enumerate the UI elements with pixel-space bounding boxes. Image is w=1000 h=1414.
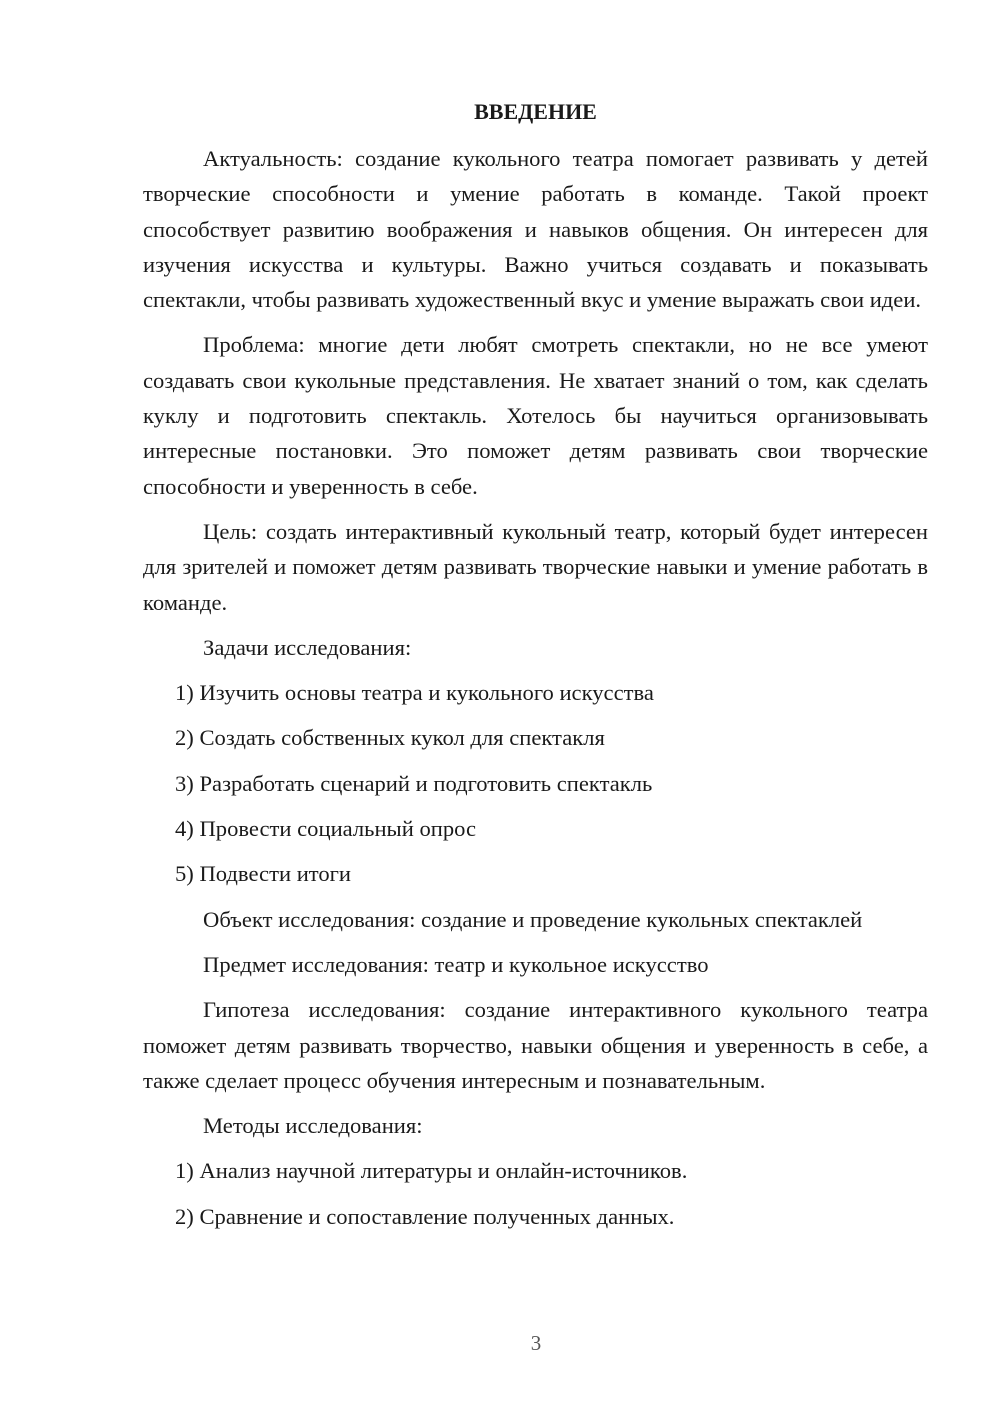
method-item: 2) Сравнение и сопоставление полученных данных. <box>175 1203 675 1229</box>
methods-heading: Методы исследования: <box>203 1113 423 1139</box>
page-title: ВВЕДЕНИЕ <box>474 99 597 124</box>
page-number: 3 <box>530 1331 542 1355</box>
goal-paragraph: Цель: создать интерактивный кукольный театр, который будет интересен для зрителей и поможет детям развивать творческие навыки и умение работать в команде. <box>143 518 928 615</box>
tasks-heading: Задачи исследования: <box>203 634 412 660</box>
task-item: 2) Создать собственных кукол для спектакля <box>175 725 605 751</box>
tasks-list <box>143 675 928 891</box>
subject-line: Предмет исследования: театр и кукольное искусство <box>203 951 709 977</box>
task-item: 3) Разработать сценарий и подготовить спектакль <box>175 770 653 796</box>
problem-paragraph: Проблема: многие дети любят смотреть спектакли, но не все умеют создавать свои кукольные представления. Не хватает знаний о том, как сделать куклу и подготовить спектакль. Хотелось бы научиться организовывать интересные постановки. Это поможет детям развивать свои творческие способности и уверенность в себе. <box>143 332 928 499</box>
hypothesis-paragraph: Гипотеза исследования: создание интерактивного кукольного театра поможет детям развивать творчество, навыки общения и уверенность в себе, а также сделает процесс обучения интересным и познавательным. <box>143 997 928 1093</box>
document-page <box>143 94 928 1244</box>
relevance-paragraph: Актуальность: создание кукольного театра помогает развивать у детей творческие способности и умение работать в команде. Такой проект способствует развитию воображения и навыков общения. Он интересен для изучения искусства и культуры. Важно учиться создавать и показывать спектакли, чтобы развивать художественный вкус и умение выражать свои идеи. <box>143 146 928 313</box>
task-item: 5) Подвести итоги <box>175 861 352 887</box>
task-item: 4) Провести социальный опрос <box>175 816 477 842</box>
method-item: 1) Анализ научной литературы и онлайн-источников. <box>175 1158 688 1184</box>
object-line: Объект исследования: создание и проведение кукольных спектаклей <box>203 906 863 932</box>
task-item: 1) Изучить основы театра и кукольного искусства <box>175 680 654 706</box>
methods-list <box>143 1153 928 1234</box>
